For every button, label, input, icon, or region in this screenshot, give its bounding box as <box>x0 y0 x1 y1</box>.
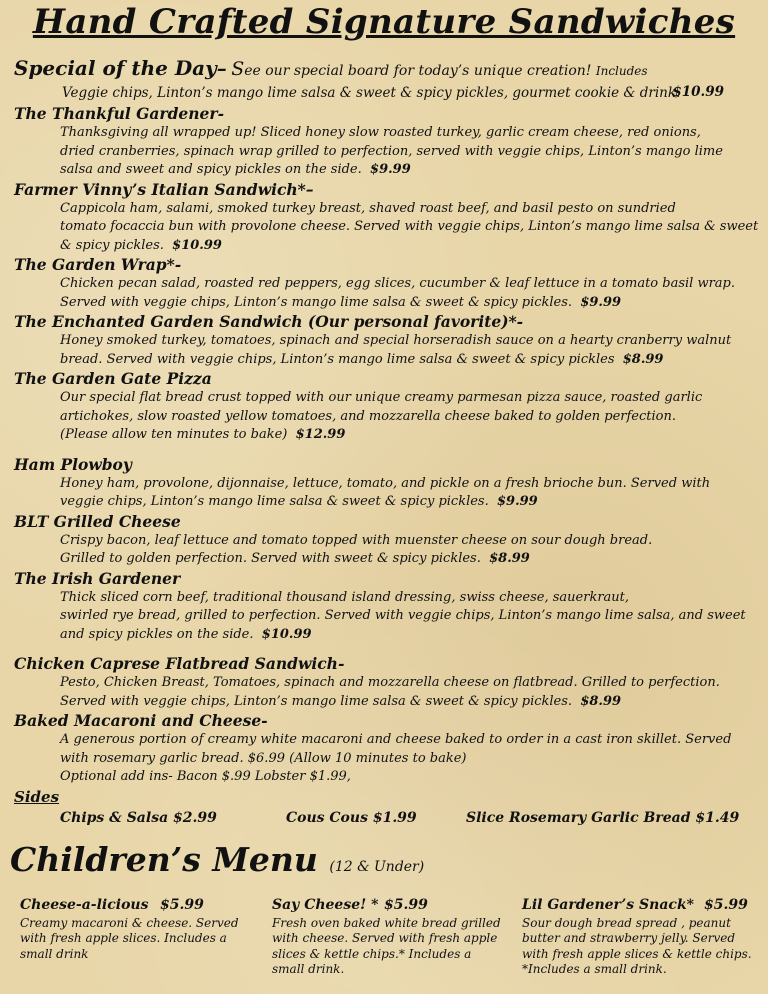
item-name: The Garden Gate Pizza <box>14 369 212 388</box>
item-line: Cappicola ham, salami, smoked turkey breast, shaved roast beef, and basil pesto on sundried <box>60 200 676 216</box>
kids-item-description: Fresh oven baked white bread grilled with cheese. Served with fresh apple slices & kettle chips.* Includes a small drink. <box>272 915 501 976</box>
item-line: Our special flat bread crust topped with our unique creamy parmesan pizza sauce, roasted garlic <box>60 390 703 405</box>
spacer <box>14 445 759 455</box>
item-name: Ham Plowboy <box>14 454 132 474</box>
special-lead-letter: S <box>231 58 245 80</box>
item-line: veggie chips, Linton’s mango lime salsa & sweet & spicy pickles. <box>60 494 489 509</box>
item-line: Thick sliced corn beef, traditional thousand island dressing, swiss cheese, sauerkraut, <box>60 589 630 605</box>
kids-item-name: Lil Gardener’s Snack* <box>522 897 694 913</box>
item-name: The Garden Wrap*- <box>14 255 182 274</box>
item-line: Honey smoked turkey, tomatoes, spinach and special horseradish sauce on a hearty cranberry walnut <box>60 333 732 348</box>
sides-label: Sides <box>14 787 60 806</box>
menu-item <box>14 104 759 180</box>
item-price: $8.99 <box>489 551 530 566</box>
special-of-the-day <box>14 58 759 81</box>
special-heading: Special of the Day– <box>14 56 227 80</box>
item-line: Served with veggie chips, Linton’s mango lime salsa & sweet & spicy pickles. <box>60 294 573 310</box>
item-line: tomato focaccia bun with provolone cheese. Served with veggie chips, Linton’s mango lime salsa & sweet <box>60 219 759 234</box>
item-name: Farmer Vinny’s Italian Sandwich*– <box>14 179 314 199</box>
menu-item <box>14 569 759 645</box>
item-price: $8.99 <box>580 693 622 709</box>
item-price: $10.99 <box>261 626 312 642</box>
sandwich-list <box>14 104 759 833</box>
sides-row <box>14 807 759 833</box>
item-line: Grilled to golden perfection. Served with sweet & spicy pickles. <box>60 551 481 566</box>
item-line: (Please allow ten minutes to bake) <box>60 427 288 442</box>
item-line: Served with veggie chips, Linton’s mango lime salsa & sweet & spicy pickles. <box>60 693 573 709</box>
childrens-menu-title <box>10 840 424 879</box>
item-price: $12.99 <box>295 427 346 442</box>
menu-item <box>14 711 759 787</box>
kids-item-name: Say Cheese! * <box>272 897 379 913</box>
item-line: dried cranberries, spinach wrap grilled to perfection, served with veggie chips, Linton’s mango lime <box>60 143 723 159</box>
side-item: Cous Cous $1.99 <box>286 809 417 826</box>
menu-item <box>14 455 759 512</box>
kids-item <box>272 898 502 978</box>
item-line: Chicken pecan salad, roasted red peppers, egg slices, cucumber & leaf lettuce in a tomato basil wrap. <box>60 276 735 291</box>
item-description <box>60 532 760 569</box>
item-line: Honey ham, provolone, dijonnaise, lettuce, tomato, and pickle on a fresh brioche bun. Served with <box>60 475 711 491</box>
menu-item <box>14 369 759 445</box>
item-line: Thanksgiving all wrapped up! Sliced honey slow roasted turkey, garlic cream cheese, red onions, <box>60 125 701 140</box>
menu-item <box>14 312 759 369</box>
item-line: artichokes, slow roasted yellow tomatoes, and mozzarella cheese baked to golden perfection. <box>60 408 676 424</box>
item-description <box>60 200 760 256</box>
item-description <box>60 275 760 312</box>
item-line: A generous portion of creamy white macaroni and cheese baked to order in a cast iron skillet. Served <box>60 732 732 747</box>
special-includes: Includes <box>595 64 648 78</box>
item-line: bread. Served with veggie chips, Linton’s mango lime salsa & sweet & spicy pickles <box>60 351 615 367</box>
item-name: BLT Grilled Cheese <box>14 511 181 531</box>
item-description <box>60 332 760 369</box>
kids-title-text: Children’s Menu <box>10 840 318 879</box>
kids-subtitle: (12 & Under) <box>329 859 425 875</box>
kids-item-price: $5.99 <box>384 897 428 913</box>
kids-item-name: Cheese-a-licious <box>20 897 149 913</box>
item-description <box>60 124 760 180</box>
item-price: $8.99 <box>622 351 664 367</box>
item-name: Chicken Caprese Flatbread Sandwich- <box>14 654 345 673</box>
item-name: The Thankful Gardener- <box>14 104 225 123</box>
menu-item <box>14 512 759 569</box>
item-line: swirled rye bread, grilled to perfection. Served with veggie chips, Linton’s mango lime salsa, and sweet <box>60 608 746 623</box>
item-line: with rosemary garlic bread. $6.99 (Allow 10 minutes to bake) <box>60 750 467 766</box>
item-name: The Irish Gardener <box>14 568 181 588</box>
special-text: ee our special board for today’s unique creation! <box>244 63 592 79</box>
item-line: salsa and sweet and spicy pickles on the side. <box>60 162 362 177</box>
special-price: $10.99 <box>672 84 724 100</box>
menu-item <box>14 255 759 312</box>
kids-item-description: Creamy macaroni & cheese. Served with fresh apple slices. Includes a small drink <box>20 915 239 961</box>
side-item: Chips & Salsa $2.99 <box>60 809 217 826</box>
menu-title: Hand Crafted Signature Sandwiches <box>32 2 736 42</box>
item-name: Baked Macaroni and Cheese- <box>14 711 268 730</box>
special-detail: Veggie chips, Linton’s mango lime salsa & sweet & spicy pickles, gourmet cookie & drink. <box>62 85 681 101</box>
kids-item-price: $5.99 <box>704 897 748 913</box>
side-item: Slice Rosemary Garlic Bread $1.49 <box>466 809 740 826</box>
kids-item <box>522 898 752 978</box>
menu-item <box>14 180 759 256</box>
menu-item <box>14 654 759 711</box>
item-name: The Enchanted Garden Sandwich (Our personal favorite)*- <box>14 312 524 331</box>
item-description <box>60 389 760 445</box>
item-line: and spicy pickles on the side. <box>60 626 254 642</box>
item-description <box>60 731 760 787</box>
spacer <box>14 644 759 654</box>
item-description <box>60 589 760 645</box>
kids-item-description: Sour dough bread spread , peanut butter and strawberry jelly. Served with fresh apple slices & kettle chips. *Includes a small drink. <box>522 915 752 976</box>
item-line: Optional add ins- Bacon $.99 Lobster $1.99, <box>60 769 351 784</box>
item-line: & spicy pickles. <box>60 237 164 253</box>
item-price: $9.99 <box>497 494 538 509</box>
item-line: Crispy bacon, leaf lettuce and tomato topped with muenster cheese on sour dough bread. <box>60 532 653 548</box>
item-price: $9.99 <box>580 294 622 310</box>
kids-item-price: $5.99 <box>160 897 204 913</box>
item-price: $10.99 <box>172 237 222 253</box>
item-description <box>60 674 760 711</box>
kids-item <box>20 898 250 962</box>
item-line: Pesto, Chicken Breast, Tomatoes, spinach and mozzarella cheese on flatbread. Grilled to perfection. <box>60 675 720 690</box>
item-price: $9.99 <box>370 162 411 177</box>
item-description <box>60 475 760 512</box>
